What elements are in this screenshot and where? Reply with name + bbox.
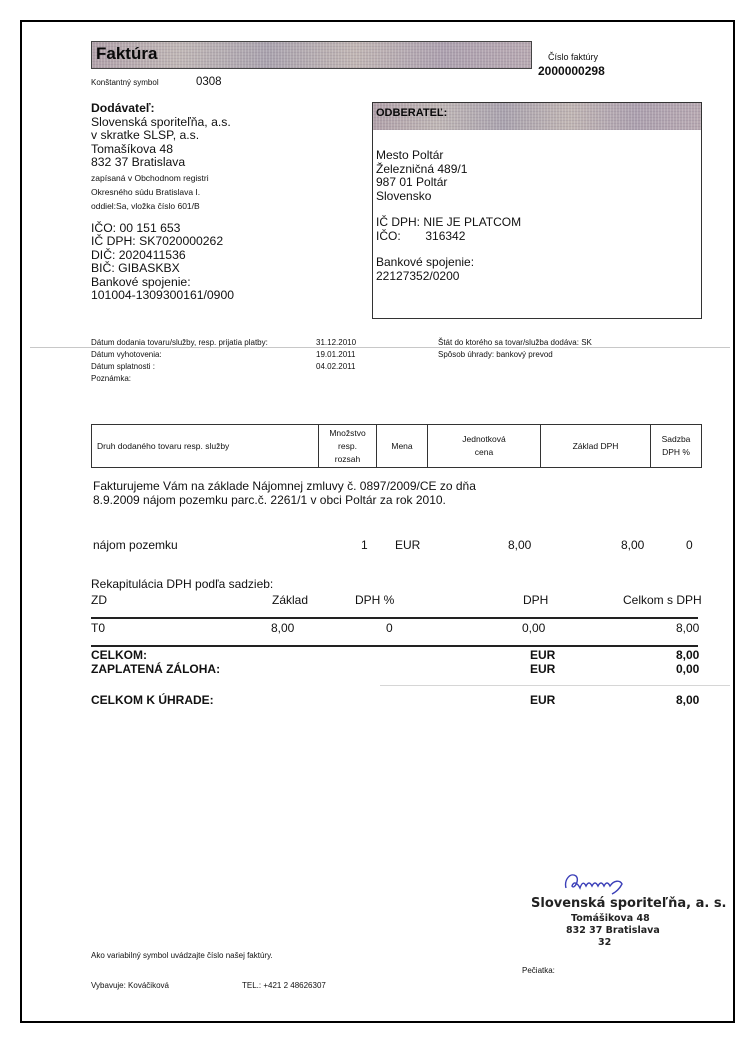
scan-artifact-line (380, 685, 730, 686)
vat-recap-rate: 0 (386, 621, 393, 635)
vat-recap-zd: T0 (91, 621, 106, 635)
stamp-label: Pečiatka: (522, 966, 555, 975)
amount-due-currency: EUR (530, 693, 556, 707)
supplier-bank-account: 101004-1309300161/0900 (91, 288, 235, 302)
constant-symbol-label: Konštantný symbol (91, 78, 159, 87)
col-description: Druh dodaného tovaru resp. služby (92, 425, 319, 468)
item-quantity: 1 (361, 538, 368, 552)
col-tax-base: Základ DPH (541, 425, 651, 468)
supplier-tax-id: DIČ: 2020411536 (91, 247, 186, 262)
supplier-bank-label: Bankové spojenie: (91, 274, 191, 289)
payment-method: Spôsob úhrady: bankový prevod (438, 350, 553, 359)
vat-recap-header-rate: DPH % (355, 593, 395, 607)
customer-name: Mesto Poltár (376, 148, 444, 162)
supplier-register-3: oddiel:Sa, vložka číslo 601/B (91, 200, 200, 211)
issue-date-label: Dátum vyhotovenia: (91, 350, 162, 359)
invoice-number-label: Číslo faktúry (548, 52, 599, 62)
customer-vat-status: IČ DPH: NIE JE PLATCOM (376, 215, 522, 229)
vat-recap-header-total: Celkom s DPH (623, 593, 702, 607)
item-currency: EUR (395, 538, 421, 552)
customer-country: Slovensko (376, 188, 432, 203)
invoice-number: 2000000298 (538, 64, 605, 78)
col-vat-rate: Sadzba DPH % (651, 425, 702, 468)
invoice-title-bar (91, 41, 532, 69)
item-vat-rate: 0 (686, 538, 693, 552)
due-date-value: 04.02.2011 (316, 362, 356, 371)
customer-ico-value: 316342 (425, 228, 466, 243)
supplier-ico: IČO: 00 151 653 (91, 220, 181, 235)
customer-heading: ODBERATEĽ: (376, 107, 448, 119)
supplier-heading: Dodávateľ: (91, 101, 155, 115)
customer-city: 987 01 Poltár (376, 175, 448, 189)
vat-recap-title: Rekapitulácia DPH podľa sadzieb: (91, 577, 274, 591)
item-tax-base: 8,00 (621, 538, 645, 552)
delivery-country: Štát do ktorého sa tovar/služba dodáva: SK (438, 338, 592, 347)
customer-box (372, 102, 702, 319)
signature-icon (560, 868, 640, 898)
customer-ico-label: IČO: (376, 228, 401, 243)
vat-recap-total: 8,00 (676, 621, 700, 635)
stamp-city: 832 37 Bratislava (566, 925, 660, 936)
stamp-company: Slovenská sporiteľňa, a. s. (531, 896, 727, 911)
supplier-block (91, 102, 234, 303)
supplier-street: Tomašíkova 48 (91, 141, 173, 156)
customer-bank-label: Bankové spojenie: (376, 255, 475, 269)
vat-recap-base: 8,00 (271, 621, 295, 635)
vat-recap-header-rule (91, 617, 698, 619)
constant-symbol-value: 0308 (196, 76, 222, 88)
supplier-register-2: Okresného súdu Bratislava I. (91, 186, 201, 197)
issued-by: Vybavuje: Kováčiková (91, 981, 169, 990)
total-value: 8,00 (676, 648, 700, 662)
col-quantity: Množstvo resp. rozsah (319, 425, 377, 468)
total-currency: EUR (530, 648, 556, 662)
amount-due-value: 8,00 (676, 693, 700, 707)
customer-ico-row (376, 230, 521, 244)
due-date-label: Dátum splatnosti : (91, 362, 156, 371)
item-unit-price: 8,00 (508, 538, 532, 552)
stamp-street: Tomášikova 48 (571, 913, 650, 924)
vat-recap-header-base: Základ (272, 593, 309, 607)
customer-street: Železničná 489/1 (376, 161, 468, 176)
vat-recap-header-zd: ZD (91, 593, 107, 607)
invoice-title: Faktúra (96, 44, 158, 63)
item-description: nájom pozemku (93, 538, 178, 552)
supplier-short-name: v skratke SLSP, a.s. (91, 128, 200, 142)
amount-due-label: CELKOM K ÚHRADE: (91, 693, 214, 707)
vat-recap-vat: 0,00 (522, 621, 546, 635)
invoice-description-line-1: Fakturujeme Vám na základe Nájomnej zmluvy č. 0897/2009/CE zo dňa (93, 479, 476, 493)
supplier-city: 832 37 Bratislava (91, 155, 186, 169)
stamp-code: 32 (598, 937, 612, 948)
supplier-name: Slovenská sporiteľňa, a.s. (91, 114, 231, 129)
col-unit-price: Jednotková cena (428, 425, 541, 468)
advance-value: 0,00 (676, 662, 700, 676)
phone: TEL.: +421 2 48626307 (242, 981, 326, 990)
issue-date-value: 19.01.2011 (316, 350, 356, 359)
delivery-date-label: Dátum dodania tovaru/služby, resp. prijatia platby: (91, 338, 268, 347)
supplier-vat-id: IČ DPH: SK7020000262 (91, 234, 224, 248)
dates-divider (30, 347, 730, 348)
total-label: CELKOM: (91, 648, 147, 662)
supplier-bic: BIČ: GIBASKBX (91, 261, 180, 275)
customer-heading-bar (373, 103, 701, 130)
vat-recap-header-vat: DPH (523, 593, 549, 607)
advance-label: ZAPLATENÁ ZÁLOHA: (91, 662, 221, 676)
variable-symbol-note: Ako variabilný symbol uvádzajte číslo našej faktúry. (91, 951, 273, 960)
invoice-description-line-2: 8.9.2009 nájom pozemku parc.č. 2261/1 v obci Poltár za rok 2010. (93, 493, 446, 507)
advance-currency: EUR (530, 662, 556, 676)
delivery-date-value: 31.12.2010 (316, 338, 357, 347)
items-header-table (91, 424, 702, 468)
supplier-register-1: zapísaná v Obchodnom registri (91, 172, 209, 183)
customer-bank-account: 22127352/0200 (376, 268, 460, 283)
col-currency: Mena (377, 425, 428, 468)
note-label: Poznámka: (91, 374, 132, 383)
totals-rule (91, 645, 698, 647)
